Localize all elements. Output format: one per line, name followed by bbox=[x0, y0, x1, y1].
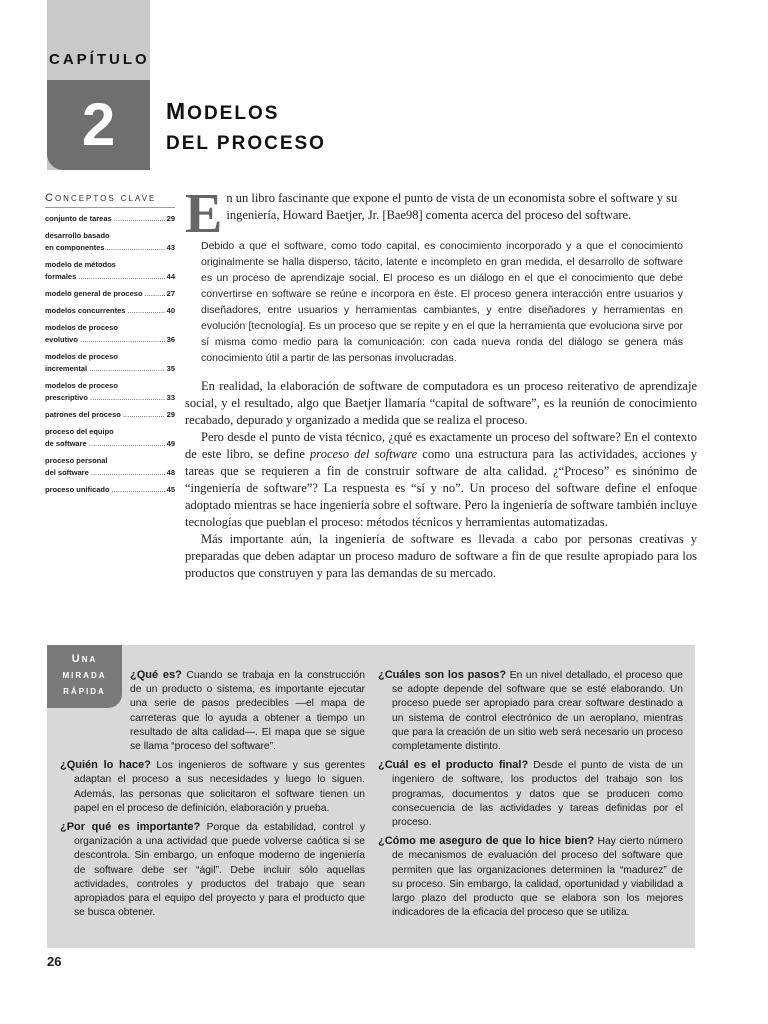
concept-item bbox=[45, 426, 175, 450]
chapter-title-rest: ODELOS bbox=[187, 103, 280, 124]
concept-term-continued: prescriptivo ..... bbox=[45, 392, 165, 404]
quick-look-tab-line3: rápida bbox=[63, 685, 106, 697]
para2-emphasis: proceso del software bbox=[310, 447, 418, 461]
chapter-label: CAPÍTULO bbox=[49, 51, 150, 68]
quick-look-answer: Hay cierto número de mecanismos de evaluación del proceso del software que permiten que las organizaciones determinen la “madurez” de su proceso. Sin embargo, la calidad, oportunidad y viabilidad a largo plazo del producto que se elabora son los mejores indicadores de la eficacia del proceso que se utiliza. bbox=[392, 836, 683, 919]
concept-term-continued: formales ..... bbox=[45, 271, 165, 283]
concept-term: proceso personal bbox=[45, 456, 108, 465]
quick-look-answer: En un nivel detallado, el proceso que se adopte depende del software que se esté elaborando. Un proceso puede ser apropiado para crear software destinado a un sistema de control electrónico de un aeroplano, mientras que para la creación de un sitio web será necesario un proceso completamente distinto. bbox=[392, 670, 683, 753]
concept-page: 33 bbox=[166, 393, 175, 402]
block-quote: Debido a que el software, como todo capital, es conocimiento incorporado y a que el conocimiento originalmente se halla disperso, tácito, latente e incompleto en gran medida, el desarrollo de software es un proceso de aprendizaje social. El proceso es un diálogo en el que el conocimiento que debe convertirse en software se reúne e incorpora en éste. El proceso genera interacción entre usuarios y diseñadores, entre usuarios y herramientas cambiantes, y entre diseñadores y herramientas en evolución [tecnología]. Es un proceso que se repite y en el que la herramienta que evoluciona sirve por sí misma como medio para la comunicación: con cada nueva ronda del diálogo se genera más conocimiento útil a partir de las personas involucradas. bbox=[201, 240, 683, 364]
concept-page: 44 bbox=[166, 272, 175, 281]
concept-page: 43 bbox=[166, 243, 175, 252]
concept-term: modelos de proceso bbox=[45, 323, 118, 332]
concept-term: proceso unificado ..... bbox=[45, 484, 165, 496]
intro-text: n un libro fascinante que expone el punto de vista de un economista sobre el software y su ingeniería, Howard Baetjer, Jr. [Bae98] comenta acerca del proceso del software. bbox=[226, 191, 678, 222]
intro-paragraph bbox=[185, 183, 697, 245]
page-number: 26 bbox=[47, 954, 62, 969]
concept-term-line2 bbox=[45, 363, 175, 375]
concept-item bbox=[45, 288, 175, 300]
key-concepts-sidebar bbox=[45, 192, 175, 501]
concept-term: desarrollo basado bbox=[45, 231, 110, 240]
para2-text-b: como una estructura para las actividades, acciones y tareas que se requieren a fin de construir software de alta calidad. ¿“Proceso” es sinónimo de “ingeniería de software”? La respuesta es “sí y no”. Un proceso del software define el enfoque adoptado mientras se hace ingeniería sobre el software. Pero la ingeniería de software también incluye tecnologías que pueblan el proceso: métodos técnicos y herramientas automatizadas. bbox=[185, 447, 698, 529]
concept-item bbox=[45, 409, 175, 421]
concept-item bbox=[45, 322, 175, 346]
concept-page: 29 bbox=[166, 214, 175, 223]
concept-item bbox=[45, 213, 175, 225]
concept-term: patrones del proceso ..... bbox=[45, 409, 165, 421]
quick-look-question: ¿Por qué es importante? bbox=[60, 821, 201, 834]
concept-term: modelo de métodos bbox=[45, 260, 116, 269]
quick-look-item bbox=[378, 668, 683, 754]
quick-look-question: ¿Cuáles son los pasos? bbox=[378, 669, 507, 681]
quick-look-left-column bbox=[60, 668, 365, 924]
quick-look-tab-line2: mirada bbox=[62, 669, 107, 681]
quick-look-question: ¿Cómo me aseguro de que lo hice bien? bbox=[378, 835, 595, 848]
concept-page: 48 bbox=[166, 468, 175, 477]
chapter-number: 2 bbox=[47, 80, 150, 170]
concept-page: 40 bbox=[166, 306, 175, 315]
concept-term-line2 bbox=[45, 271, 175, 283]
main-text bbox=[185, 183, 698, 582]
concept-page: 27 bbox=[166, 289, 175, 298]
quick-look-item bbox=[60, 820, 365, 920]
para2-text-a: Pero desde el punto de vista técnico, ¿qué es exactamente un proceso del software? En el contexto de este libro, se define bbox=[185, 430, 697, 461]
concept-item bbox=[45, 484, 175, 496]
concept-page: 49 bbox=[166, 439, 175, 448]
concept-item bbox=[45, 259, 175, 283]
concept-page: 45 bbox=[166, 485, 175, 494]
chapter-title-line2: DEL PROCESO bbox=[166, 133, 326, 154]
key-concepts-list bbox=[45, 213, 175, 496]
concept-term: modelos de proceso bbox=[45, 381, 118, 390]
body-paragraph-3: Más importante aún, la ingeniería de software es llevada a cabo por personas creativas y preparadas que deben adaptar un proceso maduro de software a fin de que resulte apropiado para los productos que construyen y para las demandas de su mercado. bbox=[185, 532, 697, 580]
concept-term-line2 bbox=[45, 334, 175, 346]
drop-cap: E bbox=[185, 183, 223, 245]
concept-item bbox=[45, 230, 175, 254]
chapter-title-line1 bbox=[166, 96, 326, 129]
body-paragraph-2 bbox=[185, 429, 697, 531]
concept-page: 35 bbox=[166, 364, 175, 373]
concept-page: 29 bbox=[166, 410, 175, 419]
chapter-title-initial: M bbox=[166, 98, 188, 124]
quick-look-item bbox=[378, 758, 683, 830]
concept-term: modelos de proceso bbox=[45, 352, 118, 361]
body-paragraph-1: En realidad, la elaboración de software de computadora es un proceso reiterativo de aprendizaje social, y el resultado, algo que Baetjer llamaría “capital de software”, es la reunión de conocimiento recabado, depurado y organizado a medida que se realiza el proceso. bbox=[185, 379, 697, 427]
quick-look-item bbox=[378, 834, 683, 920]
concept-term: conjunto de tareas ..... bbox=[45, 213, 165, 225]
concept-term: modelos concurrentes ..... bbox=[45, 305, 165, 317]
quick-look-answer: Porque da estabilidad, control y organización a una actividad que puede volverse caótica si se descontrola. Sin embargo, un enfoque moderno de ingeniería de software debe ser “ágil”. Debe incluir sólo aquellas actividades, controles y productos del trabajo que sean apropiados para el equipo del proyecto y para el producto que se busca obtener. bbox=[74, 822, 366, 919]
concept-term-continued: evolutivo ..... bbox=[45, 334, 165, 346]
concept-term-continued: incremental ..... bbox=[45, 363, 165, 375]
concept-term-continued: de software ..... bbox=[45, 438, 165, 450]
concept-item bbox=[45, 455, 175, 479]
key-concepts-heading: Conceptos clave bbox=[45, 192, 175, 208]
concept-term-continued: del software ..... bbox=[45, 467, 165, 479]
quick-look-question: ¿Quién lo hace? bbox=[60, 759, 151, 772]
concept-item bbox=[45, 305, 175, 317]
quick-look-tab-line1: Una bbox=[71, 653, 98, 665]
concept-page: 36 bbox=[166, 335, 175, 344]
quick-look-question: ¿Cuál es el producto final? bbox=[378, 759, 529, 772]
concept-term-line2 bbox=[45, 392, 175, 404]
quick-look-item bbox=[60, 758, 365, 816]
concept-term: proceso del equipo bbox=[45, 427, 114, 436]
quick-look-right-column bbox=[378, 668, 683, 924]
concept-term: modelo general de proceso ..... bbox=[45, 288, 165, 300]
concept-item bbox=[45, 380, 175, 404]
concept-term-line2 bbox=[45, 467, 175, 479]
concept-term-line2 bbox=[45, 438, 175, 450]
concept-term-continued: en componentes ..... bbox=[45, 242, 165, 254]
concept-term-line2 bbox=[45, 242, 175, 254]
chapter-title bbox=[166, 96, 326, 159]
quick-look-answer: Los ingenieros de software y sus gerentes adaptan el proceso a sus necesidades y luego lo siguen. Además, las personas que solicitaron el software tienen un papel en el proceso de definición, elaboración y prueba. bbox=[74, 760, 365, 814]
quick-look-item bbox=[60, 668, 365, 754]
concept-item bbox=[45, 351, 175, 375]
quick-look-answer: Cuando se trabaja en la construcción de un producto o sistema, es importante ejecutar una serie de pasos predecibles —el mapa de carreteras que lo ayuda a obtener a tiempo un resultado de alta calidad—. El mapa que se sigue se llama “proceso del software”. bbox=[130, 670, 365, 753]
quick-look-answer: Desde el punto de vista de un ingeniero de software, los productos del trabajo son los programas, documentos y datos que se producen como consecuencia de las actividades y tareas definidas por el proceso. bbox=[392, 760, 683, 829]
quick-look-question: ¿Qué es? bbox=[130, 669, 182, 681]
